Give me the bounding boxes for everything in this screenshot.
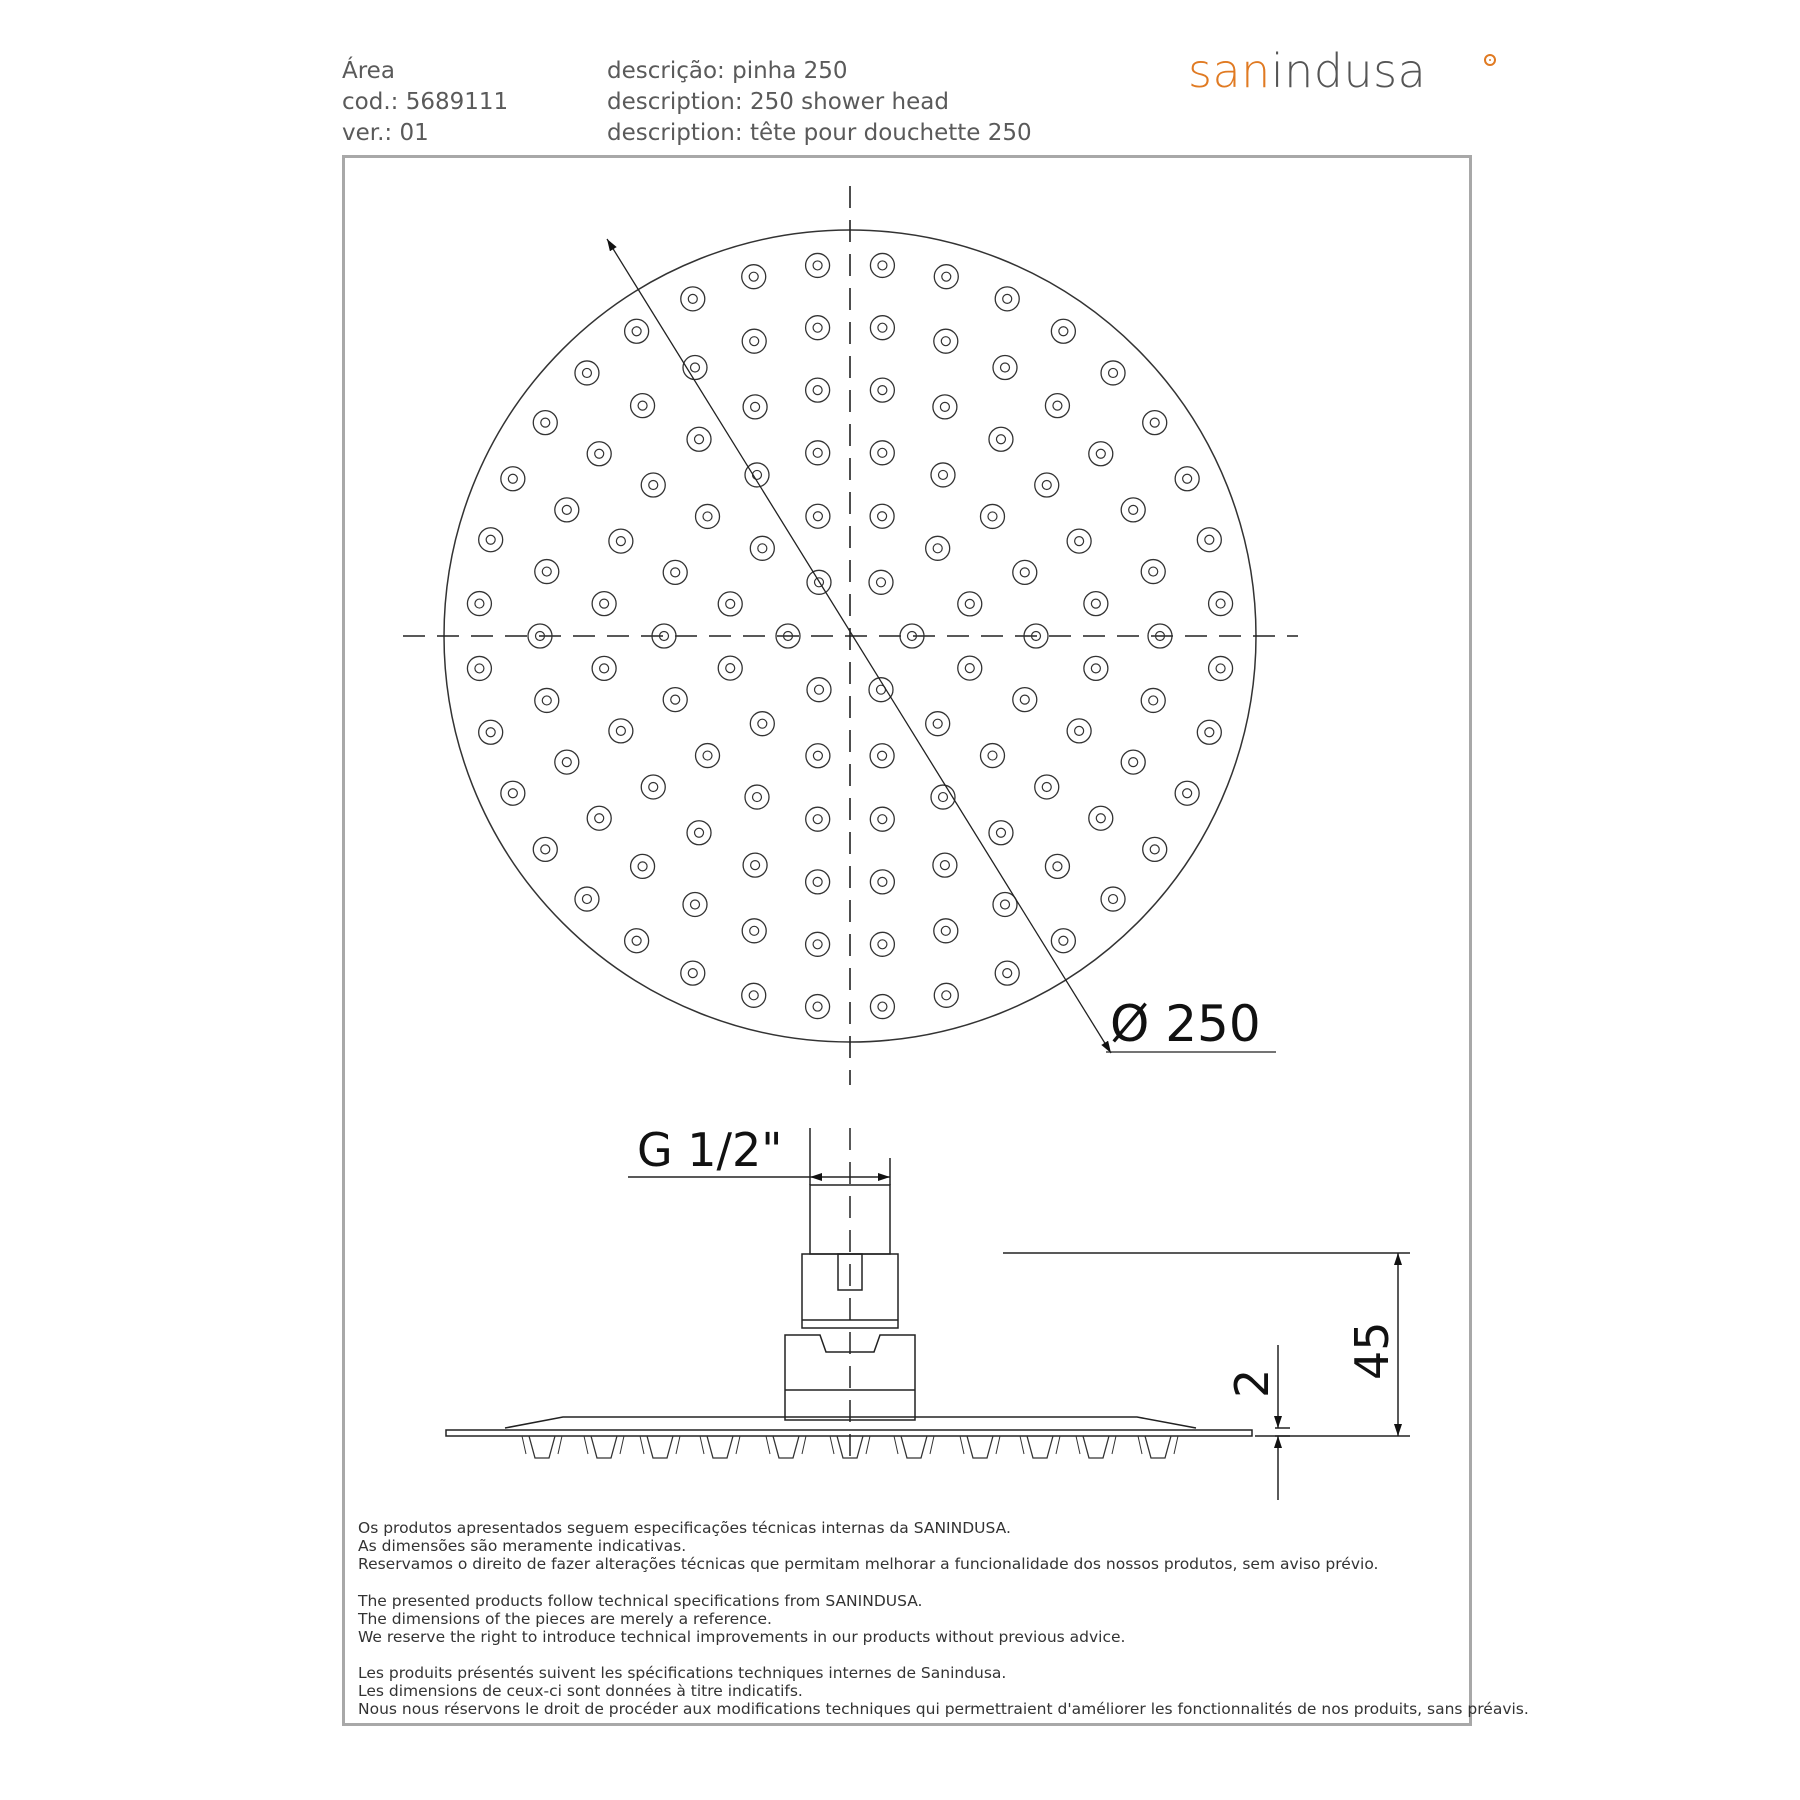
- nozzle-core: [1183, 789, 1192, 798]
- nozzle: [1089, 806, 1113, 830]
- nozzle: [931, 463, 955, 487]
- nozzle-core: [815, 685, 824, 694]
- side-nozzle: [1083, 1436, 1109, 1458]
- nozzle: [609, 719, 633, 743]
- nozzle: [934, 265, 958, 289]
- nozzle-core: [541, 845, 550, 854]
- nozzle: [1089, 442, 1113, 466]
- plate: [446, 1430, 1252, 1436]
- nozzle: [806, 870, 830, 894]
- nozzle: [1013, 560, 1037, 584]
- nozzle: [467, 592, 491, 616]
- top-view: [403, 186, 1298, 1085]
- nozzle-core: [878, 1002, 887, 1011]
- side-nozzle: [1027, 1436, 1053, 1458]
- nozzle-core: [1020, 695, 1029, 704]
- description-en: description: 250 shower head: [607, 89, 949, 115]
- area-label: Área: [342, 58, 395, 84]
- nozzle: [681, 287, 705, 311]
- nozzle-core: [753, 470, 762, 479]
- nozzle: [687, 821, 711, 845]
- nozzle-core: [813, 261, 822, 270]
- nozzle-core: [632, 327, 641, 336]
- nozzle-core: [475, 599, 484, 608]
- nozzle-core: [541, 418, 550, 427]
- notes-portuguese: [358, 1519, 1378, 1573]
- nozzle: [575, 887, 599, 911]
- note-line: Les produits présentés suivent les spécifications techniques internes de Sanindusa.: [358, 1664, 1007, 1682]
- nozzle: [1051, 319, 1075, 343]
- nozzle: [870, 378, 894, 402]
- nozzle-core: [813, 448, 822, 457]
- nozzle-core: [1003, 969, 1012, 978]
- nozzle-core: [616, 726, 625, 735]
- nozzle: [641, 775, 665, 799]
- nozzle: [993, 356, 1017, 380]
- nozzle: [1143, 837, 1167, 861]
- nozzle: [989, 821, 1013, 845]
- nozzle: [696, 744, 720, 768]
- nozzle: [989, 427, 1013, 451]
- nozzle: [533, 411, 557, 435]
- nozzle: [806, 504, 830, 528]
- nozzle-core: [475, 664, 484, 673]
- nozzle-core: [750, 337, 759, 346]
- nozzle: [1084, 592, 1108, 616]
- nozzle: [995, 287, 1019, 311]
- nozzle-core: [877, 578, 886, 587]
- nozzle: [718, 656, 742, 680]
- nozzle-core: [1001, 900, 1010, 909]
- note-line: Nous nous réservons le droit de procéder aux modifications techniques qui permettraient d'améliorer les fonctionnalités de nos produits, sans préavis.: [358, 1700, 1529, 1718]
- nozzle-core: [1059, 327, 1068, 336]
- nozzle-core: [1205, 728, 1214, 737]
- nozzle-core: [638, 401, 647, 410]
- nozzle-core: [942, 991, 951, 1000]
- nozzle-core: [1075, 726, 1084, 735]
- nozzle: [663, 688, 687, 712]
- nozzle-core: [691, 900, 700, 909]
- nozzle-core: [562, 758, 571, 767]
- nozzle-core: [486, 535, 495, 544]
- nozzle-core: [688, 969, 697, 978]
- nozzle: [592, 656, 616, 680]
- nozzle-core: [726, 664, 735, 673]
- note-line: The dimensions of the pieces are merely a reference.: [358, 1610, 772, 1628]
- nozzle-core: [1001, 363, 1010, 372]
- nozzle: [926, 712, 950, 736]
- nozzle-core: [941, 337, 950, 346]
- version: ver.: 01: [342, 120, 429, 146]
- nozzle: [926, 536, 950, 560]
- diameter-label: Ø 250: [1110, 995, 1261, 1053]
- note-line: The presented products follow technical specifications from SANINDUSA.: [358, 1592, 923, 1610]
- nozzle-core: [749, 991, 758, 1000]
- nozzle: [625, 929, 649, 953]
- nozzle-core: [933, 544, 942, 553]
- nozzle: [806, 378, 830, 402]
- nozzle: [555, 498, 579, 522]
- nozzle: [806, 316, 830, 340]
- logo-part-2: indusa: [1270, 44, 1427, 98]
- side-nozzle: [1145, 1436, 1171, 1458]
- nozzle-core: [758, 544, 767, 553]
- nozzle-core: [1150, 845, 1159, 854]
- nozzle: [1175, 781, 1199, 805]
- nozzle: [742, 983, 766, 1007]
- nozzle: [631, 394, 655, 418]
- nozzle-core: [813, 323, 822, 332]
- nozzle-core: [1053, 862, 1062, 871]
- nozzle: [587, 806, 611, 830]
- nozzle: [641, 473, 665, 497]
- nozzle-core: [1216, 599, 1225, 608]
- nozzle: [1175, 467, 1199, 491]
- nozzle-core: [1149, 567, 1158, 576]
- nozzle-core: [582, 895, 591, 904]
- nozzle-core: [1075, 537, 1084, 546]
- nozzle-core: [649, 782, 658, 791]
- nozzle-core: [595, 814, 604, 823]
- nozzle-core: [600, 664, 609, 673]
- nozzle-core: [878, 877, 887, 886]
- nozzle-core: [671, 695, 680, 704]
- nozzle-core: [965, 664, 974, 673]
- nozzle: [1121, 498, 1145, 522]
- nozzle-core: [1059, 936, 1068, 945]
- nozzle: [870, 807, 894, 831]
- nozzle-core: [988, 512, 997, 521]
- nozzle: [743, 395, 767, 419]
- description-fr: description: tête pour douchette 250: [607, 120, 1032, 146]
- nozzle-core: [1053, 401, 1062, 410]
- nozzle: [1197, 528, 1221, 552]
- nozzle-core: [486, 728, 495, 737]
- nozzle-core: [1091, 599, 1100, 608]
- nozzle-core: [1109, 895, 1118, 904]
- nozzle: [1035, 473, 1059, 497]
- nozzle: [870, 316, 894, 340]
- nozzle-core: [753, 793, 762, 802]
- nozzle-core: [813, 751, 822, 760]
- nozzle: [501, 467, 525, 491]
- diameter-dimension-line: [607, 239, 1111, 1053]
- nozzle-core: [1096, 449, 1105, 458]
- nozzle: [742, 329, 766, 353]
- nozzle: [609, 529, 633, 553]
- nozzle-core: [878, 940, 887, 949]
- nozzle-core: [813, 940, 822, 949]
- nozzle-core: [878, 386, 887, 395]
- nozzle: [479, 720, 503, 744]
- nozzle-core: [1183, 474, 1192, 483]
- nozzle-core: [878, 815, 887, 824]
- nozzle-core: [638, 862, 647, 871]
- notes-english: [358, 1592, 1125, 1646]
- nozzle-core: [878, 323, 887, 332]
- nozzle: [806, 995, 830, 1019]
- nozzle-core: [508, 789, 517, 798]
- nozzle-core: [813, 386, 822, 395]
- nozzle: [934, 329, 958, 353]
- nozzle: [575, 361, 599, 385]
- nozzle: [681, 961, 705, 985]
- nozzle-core: [671, 568, 680, 577]
- nozzle-core: [939, 793, 948, 802]
- side-nozzle-edge: [960, 1436, 1000, 1454]
- nozzle-core: [1096, 814, 1105, 823]
- nozzle: [931, 785, 955, 809]
- nozzle: [743, 853, 767, 877]
- nozzle: [535, 688, 559, 712]
- nozzle-core: [749, 272, 758, 281]
- nozzle: [807, 678, 831, 702]
- nozzle-core: [1129, 505, 1138, 514]
- nozzle: [687, 427, 711, 451]
- nozzle: [742, 919, 766, 943]
- nozzle-core: [813, 815, 822, 824]
- nozzle: [870, 441, 894, 465]
- side-nozzle: [901, 1436, 927, 1458]
- nozzle: [555, 750, 579, 774]
- nozzle: [467, 656, 491, 680]
- nozzle-core: [703, 512, 712, 521]
- nozzle: [1013, 688, 1037, 712]
- nozzle: [1101, 887, 1125, 911]
- nozzle-core: [695, 828, 704, 837]
- nozzle: [1141, 560, 1165, 584]
- nozzle-core: [988, 751, 997, 760]
- nozzle: [806, 744, 830, 768]
- nozzle: [1197, 720, 1221, 744]
- nozzle-core: [751, 402, 760, 411]
- side-nozzle-edge: [1020, 1436, 1060, 1454]
- height-label: 45: [1345, 1321, 1399, 1380]
- nozzle-core: [582, 368, 591, 377]
- nozzle: [869, 570, 893, 594]
- thread-label: G 1/2": [637, 1123, 783, 1177]
- nozzle-core: [1091, 664, 1100, 673]
- nozzle: [631, 854, 655, 878]
- nozzle-core: [1216, 664, 1225, 673]
- nozzle: [870, 995, 894, 1019]
- nozzle: [933, 853, 957, 877]
- nozzle-core: [542, 567, 551, 576]
- nozzle-core: [940, 861, 949, 870]
- note-line: Os produtos apresentados seguem especificações técnicas internas da SANINDUSA.: [358, 1519, 1011, 1537]
- nozzle: [1045, 394, 1069, 418]
- nozzle: [1121, 750, 1145, 774]
- nozzle-core: [600, 599, 609, 608]
- notes-french: [358, 1664, 1529, 1718]
- nozzle: [870, 870, 894, 894]
- side-nozzle-edge: [1076, 1436, 1116, 1454]
- nozzle: [1209, 656, 1233, 680]
- nozzle: [934, 983, 958, 1007]
- nozzle-core: [691, 363, 700, 372]
- nozzle-core: [996, 828, 1005, 837]
- nozzle-core: [542, 696, 551, 705]
- nozzle: [750, 712, 774, 736]
- nozzle: [870, 932, 894, 956]
- nozzle-core: [965, 599, 974, 608]
- nozzle: [1084, 656, 1108, 680]
- nozzle-core: [703, 751, 712, 760]
- nozzle: [683, 892, 707, 916]
- nozzle: [806, 253, 830, 277]
- nozzle-core: [878, 261, 887, 270]
- nozzle: [870, 253, 894, 277]
- side-nozzle-edge: [894, 1436, 934, 1454]
- nozzle-core: [632, 936, 641, 945]
- nozzle: [870, 744, 894, 768]
- nozzle-core: [996, 435, 1005, 444]
- side-nozzle: [707, 1436, 733, 1458]
- nozzle: [587, 442, 611, 466]
- nozzle: [742, 265, 766, 289]
- nozzle-core: [1149, 696, 1158, 705]
- nozzle-core: [508, 474, 517, 483]
- note-line: Reservamos o direito de fazer alterações técnicas que permitam melhorar a funcionalidade dos nossos produtos, sem aviso prévio.: [358, 1555, 1379, 1573]
- nozzle-core: [1042, 481, 1051, 490]
- nozzle: [663, 560, 687, 584]
- nozzle-core: [1205, 535, 1214, 544]
- side-nozzle-edge: [700, 1436, 740, 1454]
- note-line: Les dimensions de ceux-ci sont données à titre indicatifs.: [358, 1682, 803, 1700]
- nozzle-core: [595, 449, 604, 458]
- nozzle: [1045, 854, 1069, 878]
- nozzle-core: [813, 877, 822, 886]
- nozzle: [745, 785, 769, 809]
- nozzle-core: [940, 402, 949, 411]
- nozzle: [806, 932, 830, 956]
- nozzle: [1067, 719, 1091, 743]
- nozzle-core: [649, 481, 658, 490]
- nozzle-core: [878, 448, 887, 457]
- nozzle: [533, 837, 557, 861]
- nozzle: [501, 781, 525, 805]
- nozzle-core: [1020, 568, 1029, 577]
- nozzle-core: [1042, 782, 1051, 791]
- nozzle-core: [562, 505, 571, 514]
- nozzle-core: [933, 719, 942, 728]
- nozzle-core: [1129, 758, 1138, 767]
- nozzle: [1035, 775, 1059, 799]
- side-nozzle-edge: [584, 1436, 624, 1454]
- side-nozzle: [591, 1436, 617, 1458]
- nozzle: [625, 319, 649, 343]
- side-nozzle: [647, 1436, 673, 1458]
- nozzle-core: [695, 435, 704, 444]
- nozzle: [718, 592, 742, 616]
- thickness-label: 2: [1225, 1368, 1279, 1398]
- side-nozzle-edge: [1138, 1436, 1178, 1454]
- nozzle: [1209, 592, 1233, 616]
- nozzle: [870, 504, 894, 528]
- side-nozzle: [967, 1436, 993, 1458]
- side-nozzle-edge: [640, 1436, 680, 1454]
- nozzle: [1051, 929, 1075, 953]
- nozzle: [980, 744, 1004, 768]
- nozzle-core: [1109, 368, 1118, 377]
- nozzle: [934, 919, 958, 943]
- description-pt: descrição: pinha 250: [607, 58, 848, 84]
- nozzle-core: [750, 926, 759, 935]
- nozzle-core: [942, 272, 951, 281]
- nozzle-core: [616, 537, 625, 546]
- nozzle: [592, 592, 616, 616]
- nozzle: [1067, 529, 1091, 553]
- nozzle-core: [813, 1002, 822, 1011]
- nozzle-core: [1150, 418, 1159, 427]
- nozzle-core: [688, 294, 697, 303]
- nozzle: [958, 592, 982, 616]
- side-nozzle-edge: [766, 1436, 806, 1454]
- note-line: As dimensões são meramente indicativas.: [358, 1537, 687, 1555]
- nozzle: [479, 528, 503, 552]
- nozzle-core: [878, 512, 887, 521]
- nozzle: [696, 504, 720, 528]
- nozzle: [958, 656, 982, 680]
- nozzle: [535, 560, 559, 584]
- product-code: cod.: 5689111: [342, 89, 509, 115]
- nozzle-core: [941, 926, 950, 935]
- nozzle: [1141, 688, 1165, 712]
- nozzle: [995, 961, 1019, 985]
- side-nozzle: [529, 1436, 555, 1458]
- nozzle: [980, 504, 1004, 528]
- nozzle-core: [813, 512, 822, 521]
- nozzle: [806, 441, 830, 465]
- nozzle-core: [758, 719, 767, 728]
- nozzle: [750, 536, 774, 560]
- note-line: We reserve the right to introduce technical improvements in our products without previous advice.: [358, 1628, 1126, 1646]
- nozzle-core: [751, 861, 760, 870]
- nozzle-core: [878, 751, 887, 760]
- nozzle-core: [1003, 294, 1012, 303]
- nozzle-core: [726, 599, 735, 608]
- nozzle: [1101, 361, 1125, 385]
- nozzle-core: [939, 470, 948, 479]
- side-view: [446, 1128, 1410, 1500]
- side-nozzle: [773, 1436, 799, 1458]
- nozzle: [806, 807, 830, 831]
- nozzle: [1143, 411, 1167, 435]
- nozzle: [933, 395, 957, 419]
- logo-part-1: san: [1188, 44, 1271, 98]
- side-nozzle-edge: [522, 1436, 562, 1454]
